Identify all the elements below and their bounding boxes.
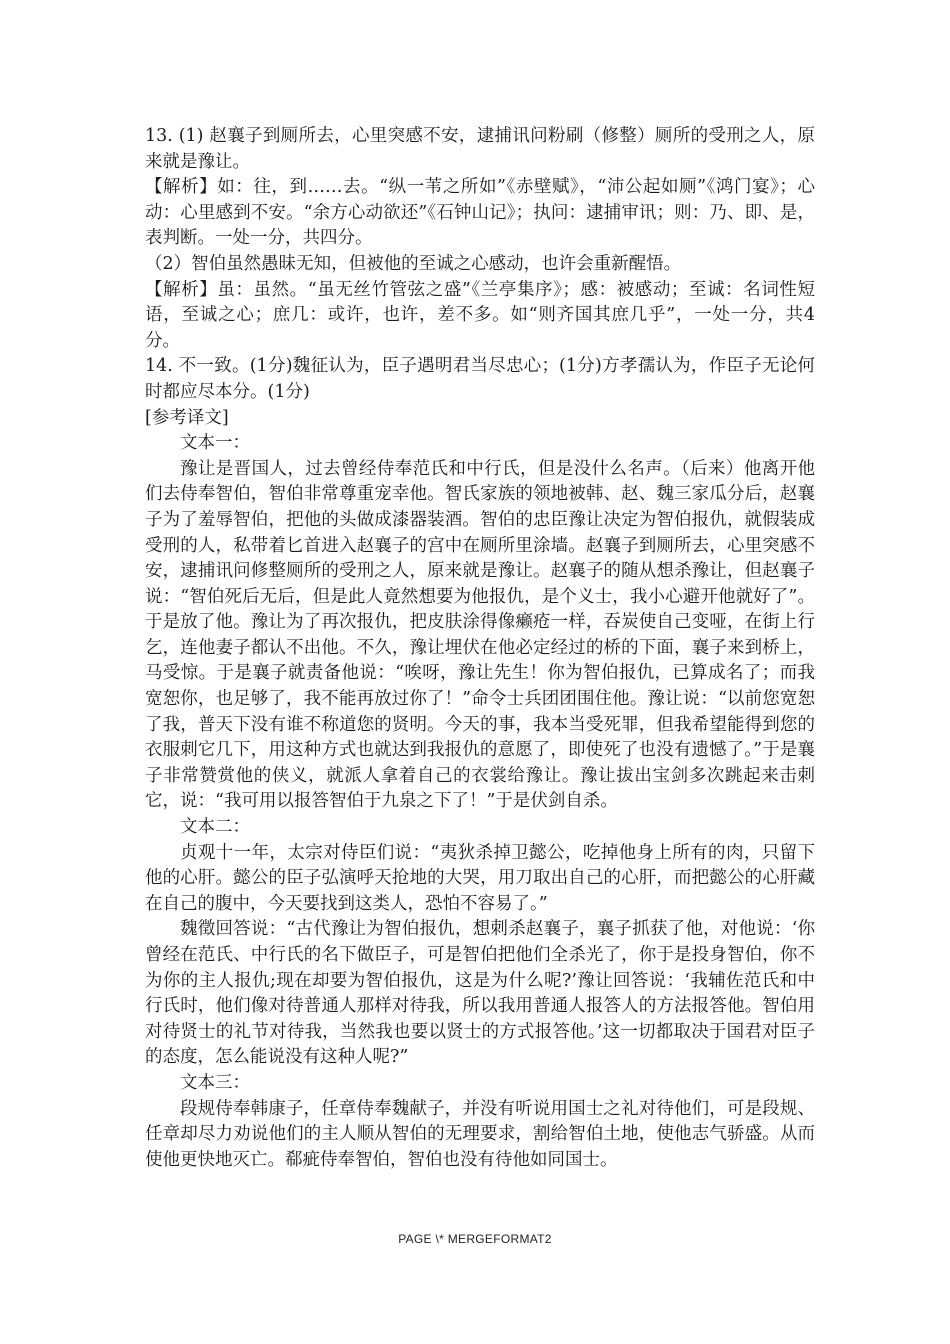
text1-title: 文本一： <box>180 433 250 454</box>
document-body <box>145 124 815 1173</box>
q13-analysis-2: 【解析】虽：虽然。“虽无丝竹管弦之盛”《兰亭集序》；感：被感动；至诚：名词性短语，至诚之心；庶几：或许，也许，差不多。如“则齐国其庶几乎”，一处一分，共4分。 <box>145 279 815 351</box>
text2-paragraph-1: 贞观十一年，太宗对侍臣们说：“夷狄杀掉卫懿公，吃掉他身上所有的肉，只留下他的心肝。懿公的臣子弘演呼天抢地的大哭，用刀取出自己的心肝，而把懿公的心肝藏在自己的腹中，今天要找到这类人，恐怕不容易了。” <box>145 842 815 914</box>
text2-paragraph-2: 魏徵回答说：“古代豫让为智伯报仇，想刺杀赵襄子，襄子抓获了他，对他说：‘你曾经在范氏、中行氏的名下做臣子，可是智伯把他们全杀光了，你于是投身智伯，你不为你的主人报仇;现在却要为智伯报仇，这是为什么呢?’豫让回答说：‘我辅佐范氏和中行氏时，他们像对待普通人那样对待我，所以我用普通人报答人的方法报答他。智伯用对待贤士的礼节对待我，当然我也要以贤士的方式报答他。’这一切都取决于国君对臣子的态度，怎么能说没有这种人呢?” <box>145 919 815 1068</box>
text2-title: 文本二： <box>180 817 250 838</box>
q14-answer: 14. 不一致。(1分)魏征认为，臣子遇明君当尽忠心；(1分)方孝孺认为，作臣子无论何时都应尽本分。(1分) <box>145 356 815 402</box>
translation-heading: [参考译文] <box>145 407 229 428</box>
q13-answer-1: 13. (1) 赵襄子到厕所去，心里突感不安，逮捕讯问粉刷（修整）厕所的受刑之人，原来就是豫让。 <box>145 126 815 172</box>
text3-title: 文本三： <box>180 1072 250 1093</box>
text3-body: 段规侍奉韩康子，任章侍奉魏献子，并没有听说用国士之礼对待他们，可是段规、任章却尽力劝说他们的主人顺从智伯的无理要求，割给智伯土地，使他志气骄盛。从而使他更快地灭亡。郗疵侍奉智伯，智伯也没有待他如同国士。 <box>145 1098 815 1170</box>
q13-analysis-1: 【解析】如：往，到……去。“纵一苇之所如”《赤壁赋》，“沛公起如厕”《鸿门宴》；心动：心里感到不安。“余方心动欲还”《石钟山记》；执问：逮捕审讯；则：乃、即、是，表判断。一处一分，共四分。 <box>145 177 815 249</box>
text1-body: 豫让是晋国人，过去曾经侍奉范氏和中行氏，但是没什么名声。（后来）他离开他们去侍奉智伯，智伯非常尊重宠幸他。智氏家族的领地被韩、赵、魏三家瓜分后，赵襄子为了羞辱智伯，把他的头做成漆器装酒。智伯的忠臣豫让决定为智伯报仇，就假装成受刑的人，私带着匕首进入赵襄子的宫中在厕所里涂墙。赵襄子到厕所去，心里突感不安，逮捕讯问修整厕所的受刑之人，原来就是豫让。赵襄子的随从想杀豫让，但赵襄子说：“智伯死后无后，但是此人竟然想要为他报仇，是个义士，我小心避开他就好了”。于是放了他。豫让为了再次报仇，把皮肤涂得像癞疮一样，吞炭使自己变哑，在街上行乞，连他妻子都认不出他。不久，豫让埋伏在他必定经过的桥的下面，襄子来到桥上，马受惊。于是襄子就责备他说：“唉呀，豫让先生！你为智伯报仇，已算成名了；而我宽恕你，也足够了，我不能再放过你了！”命令士兵团团围住他。豫让说：“以前您宽恕了我，普天下没有谁不称道您的贤明。今天的事，我本当受死罪，但我希望能得到您的衣服刺它几下，用这种方式也就达到我报仇的意愿了，即使死了也没有遗憾了。”于是襄子非常赞赏他的侠义，就派人拿着自己的衣裳给豫让。豫让拔出宝剑多次跳起来击刺它，说：“我可用以报答智伯于九泉之下了！”于是伏剑自杀。 <box>145 458 815 812</box>
q13-answer-2: （2）智伯虽然愚昧无知，但被他的至诚之心感动，也许会重新醒悟。 <box>145 253 682 274</box>
page-footer: PAGE \* MERGEFORMAT2 <box>398 1232 552 1246</box>
